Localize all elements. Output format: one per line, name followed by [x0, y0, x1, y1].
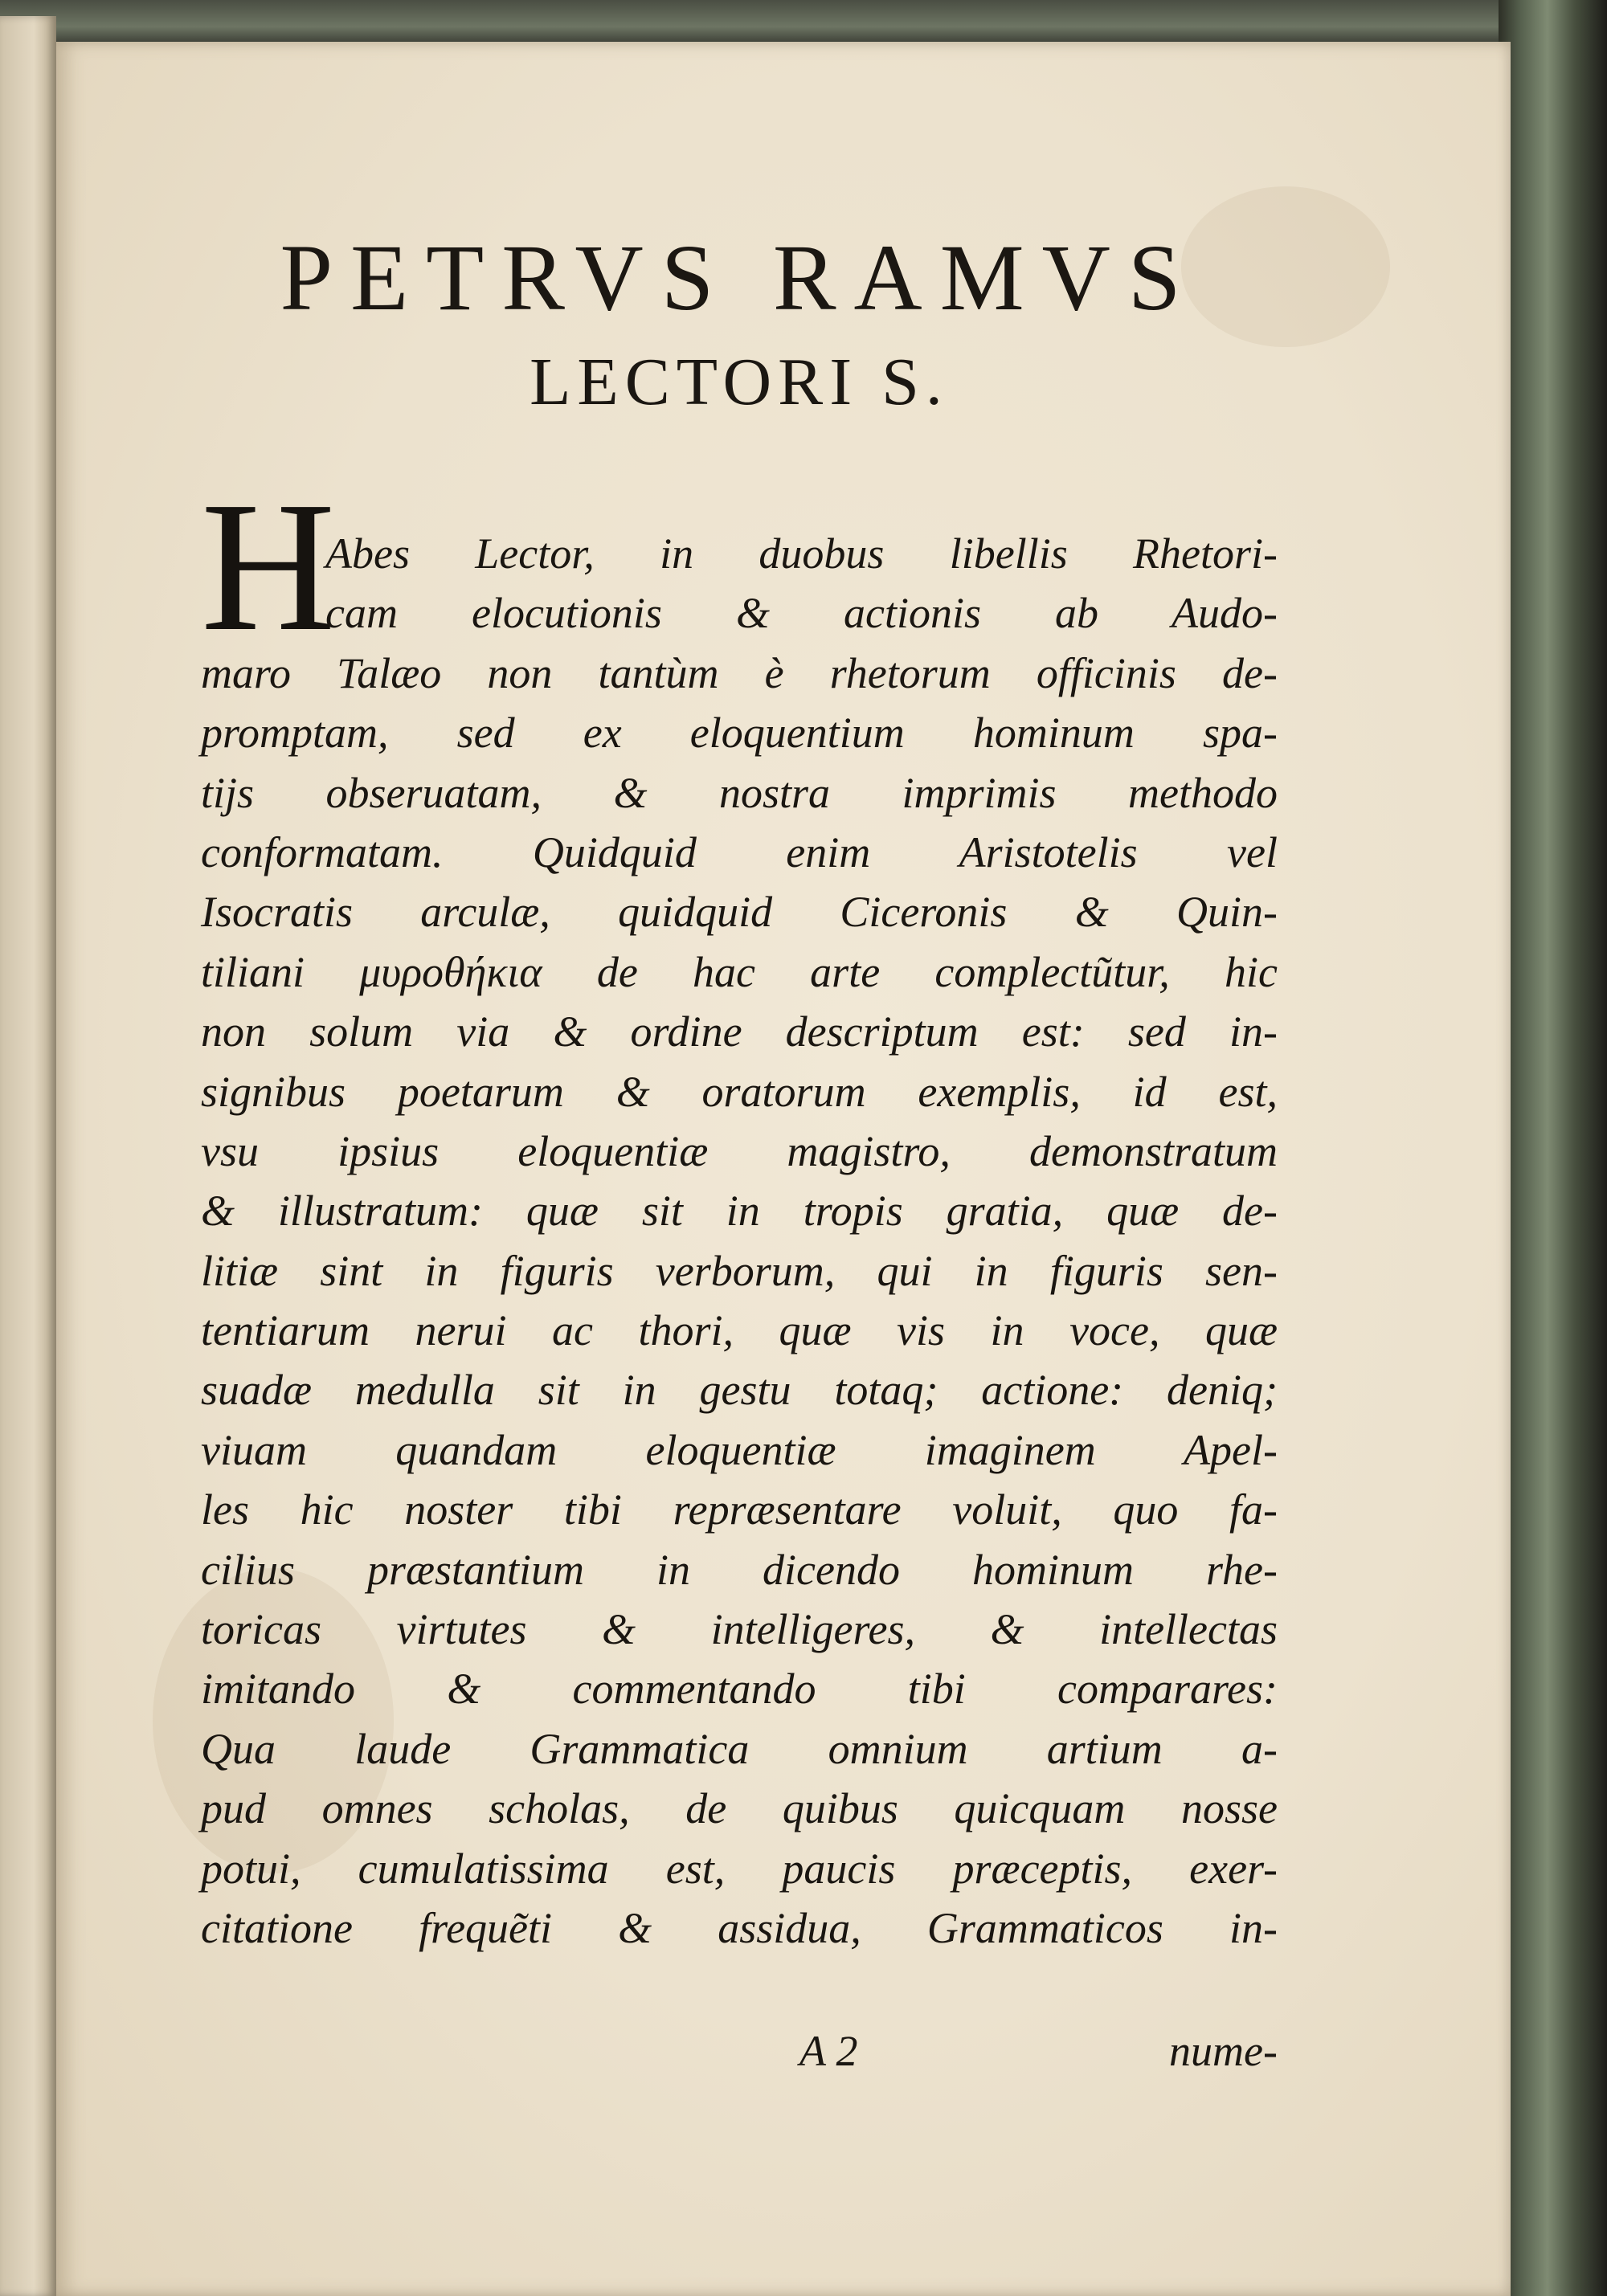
text-line: tentiarum nerui ac thori, quæ vis in voce, quæ [201, 1306, 1278, 1355]
text-line: citatione frequẽti & assidua, Grammaticos in- [201, 1903, 1278, 1952]
text-line: tijs obseruatam, & nostra imprimis methodo [201, 768, 1278, 817]
page-footer [201, 2026, 1278, 2090]
body-text [201, 524, 1278, 1958]
signature-mark: A 2 [799, 2027, 858, 2075]
text-line: Qua laude Grammatica omnium artium a- [201, 1724, 1278, 1773]
text-line: cilius præstantium in dicendo hominum rhe- [201, 1545, 1278, 1594]
text-line: conformatam. Quidquid enim Aristotelis vel [201, 827, 1278, 876]
text-line: les hic noster tibi repræsentare voluit, quo fa- [201, 1485, 1278, 1534]
book-top-edge [0, 0, 1551, 48]
text-line: imitando & commentando tibi comparares: [201, 1665, 1278, 1714]
text-line: signibus poetarum & oratorum exemplis, id est, [201, 1067, 1278, 1116]
text-line: toricas virtutes & intelligeres, & intellectas [201, 1605, 1278, 1654]
text-line: maro Talæo non tantùm è rhetorum officinis de- [201, 648, 1278, 697]
text-line: cam elocutionis & actionis ab Audo- [325, 589, 1278, 638]
text-line: litiæ sint in figuris verborum, qui in figuris sen- [201, 1246, 1278, 1295]
text-line: potui, cumulatissima est, paucis præceptis, exer- [201, 1844, 1278, 1893]
page-title: PETRVS RAMVS [280, 225, 1199, 330]
previous-leaf-edge [0, 16, 56, 2296]
text-line: Isocratis arculæ, quidquid Ciceronis & Quin- [201, 888, 1278, 937]
text-line: suadæ medulla sit in gestu totaq; actione: deniq; [201, 1366, 1278, 1415]
text-line: viuam quandam eloquentiæ imaginem Apel- [201, 1425, 1278, 1474]
page-subtitle: LECTORI S. [530, 345, 949, 419]
catchword: nume- [1169, 2027, 1278, 2075]
text-line: & illustratum: quæ sit in tropis gratia, quæ de- [201, 1187, 1278, 1236]
text-line: tiliani μυροθήκια de hac arte complectũtur, hic [201, 947, 1278, 996]
book-page [56, 42, 1511, 2296]
text-line: promptam, sed ex eloquentium hominum spa- [201, 709, 1278, 758]
drop-capital: H [201, 464, 336, 670]
text-line: Abes Lector, in duobus libellis Rhetori- [325, 529, 1278, 578]
text-line: non solum via & ordine descriptum est: sed in- [201, 1007, 1278, 1056]
page-edges-right [1499, 0, 1607, 2296]
text-line: vsu ipsius eloquentiæ magistro, demonstratum [201, 1126, 1278, 1175]
text-line: pud omnes scholas, de quibus quicquam nosse [201, 1784, 1278, 1833]
